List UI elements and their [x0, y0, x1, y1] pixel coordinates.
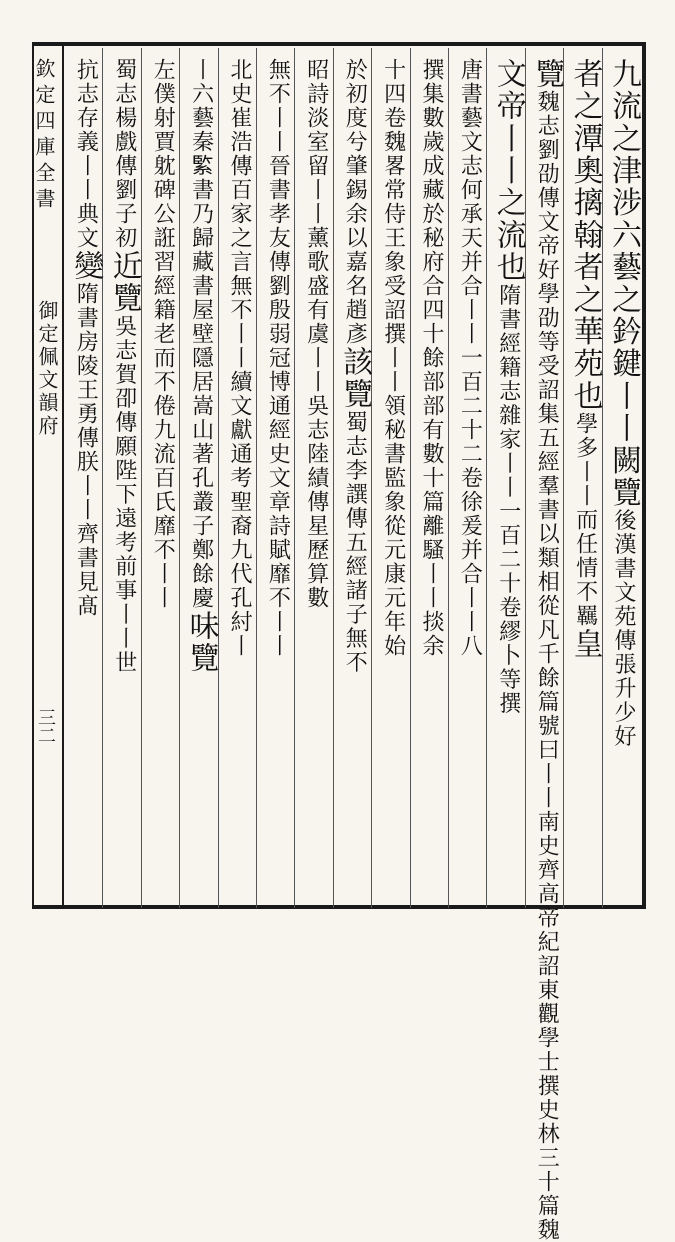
annotation-text: 左僕射賈躭碑公誑習經籍老而不倦九流百氏靡不丨丨 [150, 58, 176, 610]
main-text: 九流之津涉六藝之鈐鍵丨丨 [605, 58, 641, 445]
entry-headword: 闕覽 [605, 444, 641, 509]
text-column [258, 58, 292, 898]
annotation-text: 昭詩淡室留丨丨薰歌盛有虞 [303, 58, 329, 346]
entry-headword: 味覽 [183, 610, 219, 675]
column-separator [102, 48, 103, 908]
main-text: 者之潭奧摛翰者之華苑也 [567, 58, 603, 413]
frame-right-rule [642, 42, 646, 909]
annotation-text: 隋書房陵王勇傳朕丨丨齊書見髙 [73, 282, 99, 619]
text-column [143, 58, 177, 898]
annotation-text: 丨丨吳志陸績傳星歷算數 [303, 346, 329, 610]
text-column [181, 58, 219, 898]
main-text: 文帝丨丨之流也 [490, 58, 526, 284]
text-column [104, 58, 142, 898]
annotation-text: 於初度兮肇錫余以嘉名趙彥 [342, 58, 368, 346]
margin-book-title: 御定佩文韻府 [35, 300, 59, 438]
annotation-text: 吳志賀卲傳願陛下遠考前事丨丨世 [111, 314, 137, 675]
column-separator [410, 48, 411, 908]
text-column [488, 58, 526, 898]
margin-collection-title: 欽定四庫全書 [32, 58, 56, 214]
main-text: 變 [68, 250, 104, 283]
annotation-text: 無不丨丨晉書孝友傳劉殷弱冠博通經史文章詩賦靡不丨丨 [265, 58, 291, 658]
column-separator [333, 48, 334, 908]
text-column [565, 58, 603, 898]
annotation-text: 後漢書文苑傳張升少好 [610, 508, 636, 749]
text-column [373, 58, 407, 898]
column-separator [448, 48, 449, 908]
column-separator [218, 48, 219, 908]
frame-top-rule [32, 42, 646, 46]
text-column [220, 58, 254, 898]
annotation-text: 蜀志李譔傳五經諸子無不 [342, 410, 368, 675]
text-column [335, 58, 373, 898]
annotation-text: 丨六藝秦𦂳書乃歸藏書屋壁隱居嵩山著孔叢子鄭餘慶 [188, 58, 214, 610]
annotation-text: 唐書藝文志何承天并合丨丨一百二十二卷徐爰并合丨丨八 [457, 58, 483, 658]
margin-divider-rule [62, 42, 64, 909]
text-column [66, 58, 104, 898]
entry-headword: 該覽 [337, 346, 373, 411]
entry-headword: 皇 [567, 628, 603, 661]
column-separator [141, 48, 142, 908]
column-separator [294, 48, 295, 908]
annotation-text: 隋書經籍志雜家丨丨一百二十卷繆卜等撰 [495, 283, 521, 716]
entry-headword: 覽 [529, 58, 565, 91]
text-column [527, 58, 565, 1242]
annotation-text: 北史崔浩傳百家之言無不丨丨續文獻通考聖裔九代孔紂丨 [226, 58, 252, 658]
margin-page-number: 三二 [35, 708, 56, 744]
text-column [604, 58, 641, 898]
annotation-text: 撰集數歲成藏於秘府合四十餘部部有數十篇離騷丨丨掞余 [418, 58, 444, 658]
column-separator [256, 48, 257, 908]
annotation-text: 抗志存義丨丨典文 [73, 58, 99, 250]
column-separator [486, 48, 487, 908]
annotation-text: 十四卷魏畧常侍王象受詔撰丨丨領秘書監象從元康元年始 [380, 58, 406, 658]
annotation-text: 蜀志楊戲傳劉子初 [111, 58, 137, 250]
column-separator [179, 48, 180, 908]
entry-headword: 近覽 [106, 250, 142, 315]
text-column [296, 58, 330, 898]
annotation-text: 魏志劉劭傳文帝好學劭等受詔集五經羣書以類相從凡千餘篇號曰丨丨南史齊高帝紀詔東觀學士撰史林三十篇魏 [534, 90, 560, 1242]
column-separator [563, 48, 564, 908]
annotation-text: 學多丨丨而任情不羈 [572, 412, 598, 629]
column-separator [371, 48, 372, 908]
text-column [450, 58, 484, 898]
text-column [412, 58, 446, 898]
